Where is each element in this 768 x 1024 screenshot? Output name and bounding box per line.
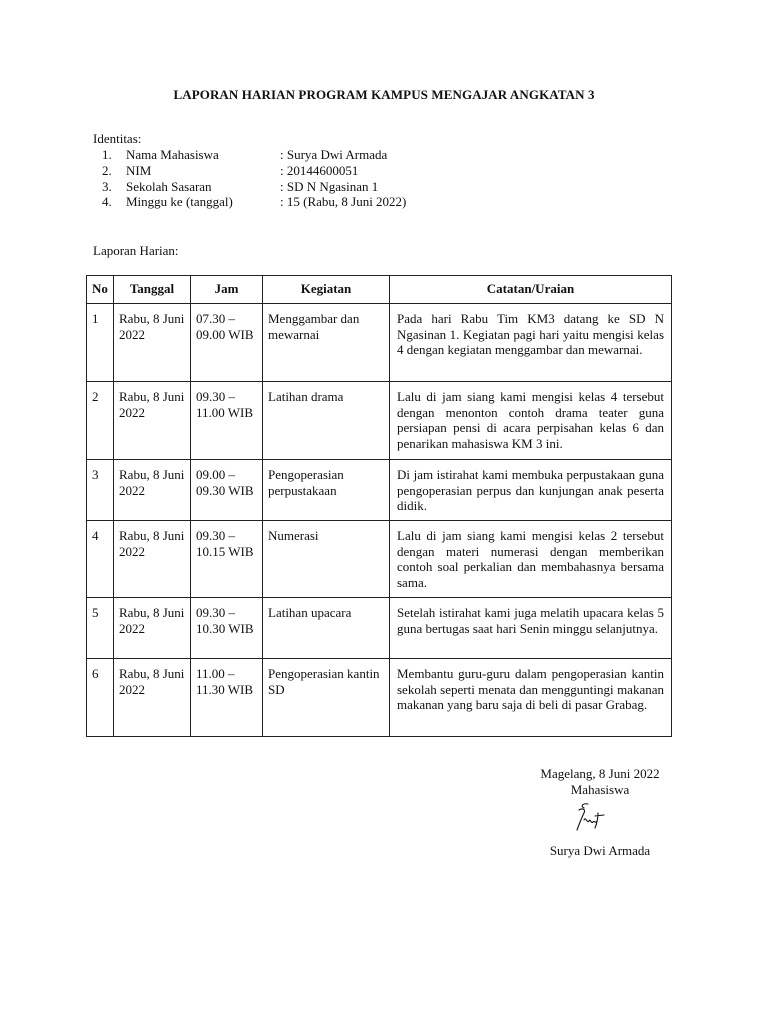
cell-no: 6 [87, 659, 114, 737]
cell-catatan: Membantu guru-guru dalam pengoperasian kantin sekolah seperti menata dan mengguntingi makanan makanan yang baru saja di beli di pasar Grabag. [390, 659, 672, 737]
cell-no: 1 [87, 304, 114, 382]
document-title: LAPORAN HARIAN PROGRAM KAMPUS MENGAJAR ANGKATAN 3 [173, 87, 595, 102]
cell-jam: 11.00 – 11.30 WIB [191, 659, 263, 737]
cell-tanggal: Rabu, 8 Juni 2022 [114, 382, 191, 460]
identitas-item [102, 147, 387, 163]
column-header-no: No [87, 276, 114, 304]
cell-jam: 09.30 – 11.00 WIB [191, 382, 263, 460]
daily-report-table [86, 275, 672, 737]
identitas-item [102, 179, 378, 195]
cell-jam: 09.30 – 10.30 WIB [191, 598, 263, 659]
cell-catatan: Lalu di jam siang kami mengisi kelas 4 tersebut dengan menonton contoh drama teater guna persiapan pensi di acara perpisahan kelas 6 dan penarikan mahasiswa KM 3 ini. [390, 382, 672, 460]
cell-tanggal: Rabu, 8 Juni 2022 [114, 460, 191, 521]
cell-jam: 09.00 – 09.30 WIB [191, 460, 263, 521]
signature-name: Surya Dwi Armada [549, 843, 651, 858]
identitas-item-number: 4. [102, 194, 112, 209]
identitas-item-number: 3. [102, 179, 112, 194]
cell-no: 2 [87, 382, 114, 460]
signature-role: Mahasiswa [570, 782, 630, 797]
cell-no: 3 [87, 460, 114, 521]
cell-tanggal: Rabu, 8 Juni 2022 [114, 521, 191, 598]
cell-kegiatan: Latihan upacara [263, 598, 390, 659]
column-header-kegiatan: Kegiatan [263, 276, 390, 304]
table-row [87, 598, 672, 659]
cell-tanggal: Rabu, 8 Juni 2022 [114, 659, 191, 737]
laporan-heading: Laporan Harian: [93, 243, 179, 258]
table-row [87, 521, 672, 598]
cell-kegiatan: Menggambar dan mewarnai [263, 304, 390, 382]
signature-block [500, 766, 700, 798]
table-row [87, 460, 672, 521]
cell-jam: 07.30 – 09.00 WIB [191, 304, 263, 382]
identitas-item [102, 163, 358, 179]
cell-jam: 09.30 – 10.15 WIB [191, 521, 263, 598]
cell-catatan: Lalu di jam siang kami mengisi kelas 2 tersebut dengan materi numerasi dengan memberikan contoh soal perkalian dan membahasnya bersama sama. [390, 521, 672, 598]
identitas-item-value: : 15 (Rabu, 8 Juni 2022) [280, 194, 407, 209]
table-row [87, 659, 672, 737]
identitas-heading: Identitas: [93, 131, 142, 146]
identitas-item [102, 194, 406, 210]
cell-tanggal: Rabu, 8 Juni 2022 [114, 304, 191, 382]
cell-kegiatan: Latihan drama [263, 382, 390, 460]
cell-kegiatan: Pengoperasian perpustakaan [263, 460, 390, 521]
identitas-item-value: : SD N Ngasinan 1 [280, 179, 379, 194]
identitas-item-number: 2. [102, 163, 112, 178]
cell-catatan: Pada hari Rabu Tim KM3 datang ke SD N Ngasinan 1. Kegiatan pagi hari yaitu mengisi kelas 4 dengan kegiatan menggambar dan mewarnai. [390, 304, 672, 382]
identitas-item-label: Nama Mahasiswa [126, 147, 219, 162]
identitas-item-value: : Surya Dwi Armada [280, 147, 388, 162]
signature-place-date: Magelang, 8 Juni 2022 [540, 766, 660, 781]
handwritten-signature-icon [568, 800, 608, 836]
column-header-tanggal: Tanggal [114, 276, 191, 304]
cell-no: 4 [87, 521, 114, 598]
cell-tanggal: Rabu, 8 Juni 2022 [114, 598, 191, 659]
cell-kegiatan: Numerasi [263, 521, 390, 598]
table-row [87, 382, 672, 460]
table-header-row [87, 276, 672, 304]
column-header-jam: Jam [191, 276, 263, 304]
cell-catatan: Setelah istirahat kami juga melatih upacara kelas 5 guna bertugas saat hari Senin minggu selanjutnya. [390, 598, 672, 659]
identitas-item-label: Minggu ke (tanggal) [126, 194, 233, 209]
column-header-catatan: Catatan/Uraian [390, 276, 672, 304]
identitas-item-label: Sekolah Sasaran [126, 179, 212, 194]
cell-kegiatan: Pengoperasian kantin SD [263, 659, 390, 737]
identitas-item-number: 1. [102, 147, 112, 162]
identitas-item-label: NIM [126, 163, 152, 178]
table-row [87, 304, 672, 382]
cell-catatan: Di jam istirahat kami membuka perpustakaan guna pengoperasian perpus dan kunjungan anak peserta didik. [390, 460, 672, 521]
identitas-item-value: : 20144600051 [280, 163, 359, 178]
cell-no: 5 [87, 598, 114, 659]
